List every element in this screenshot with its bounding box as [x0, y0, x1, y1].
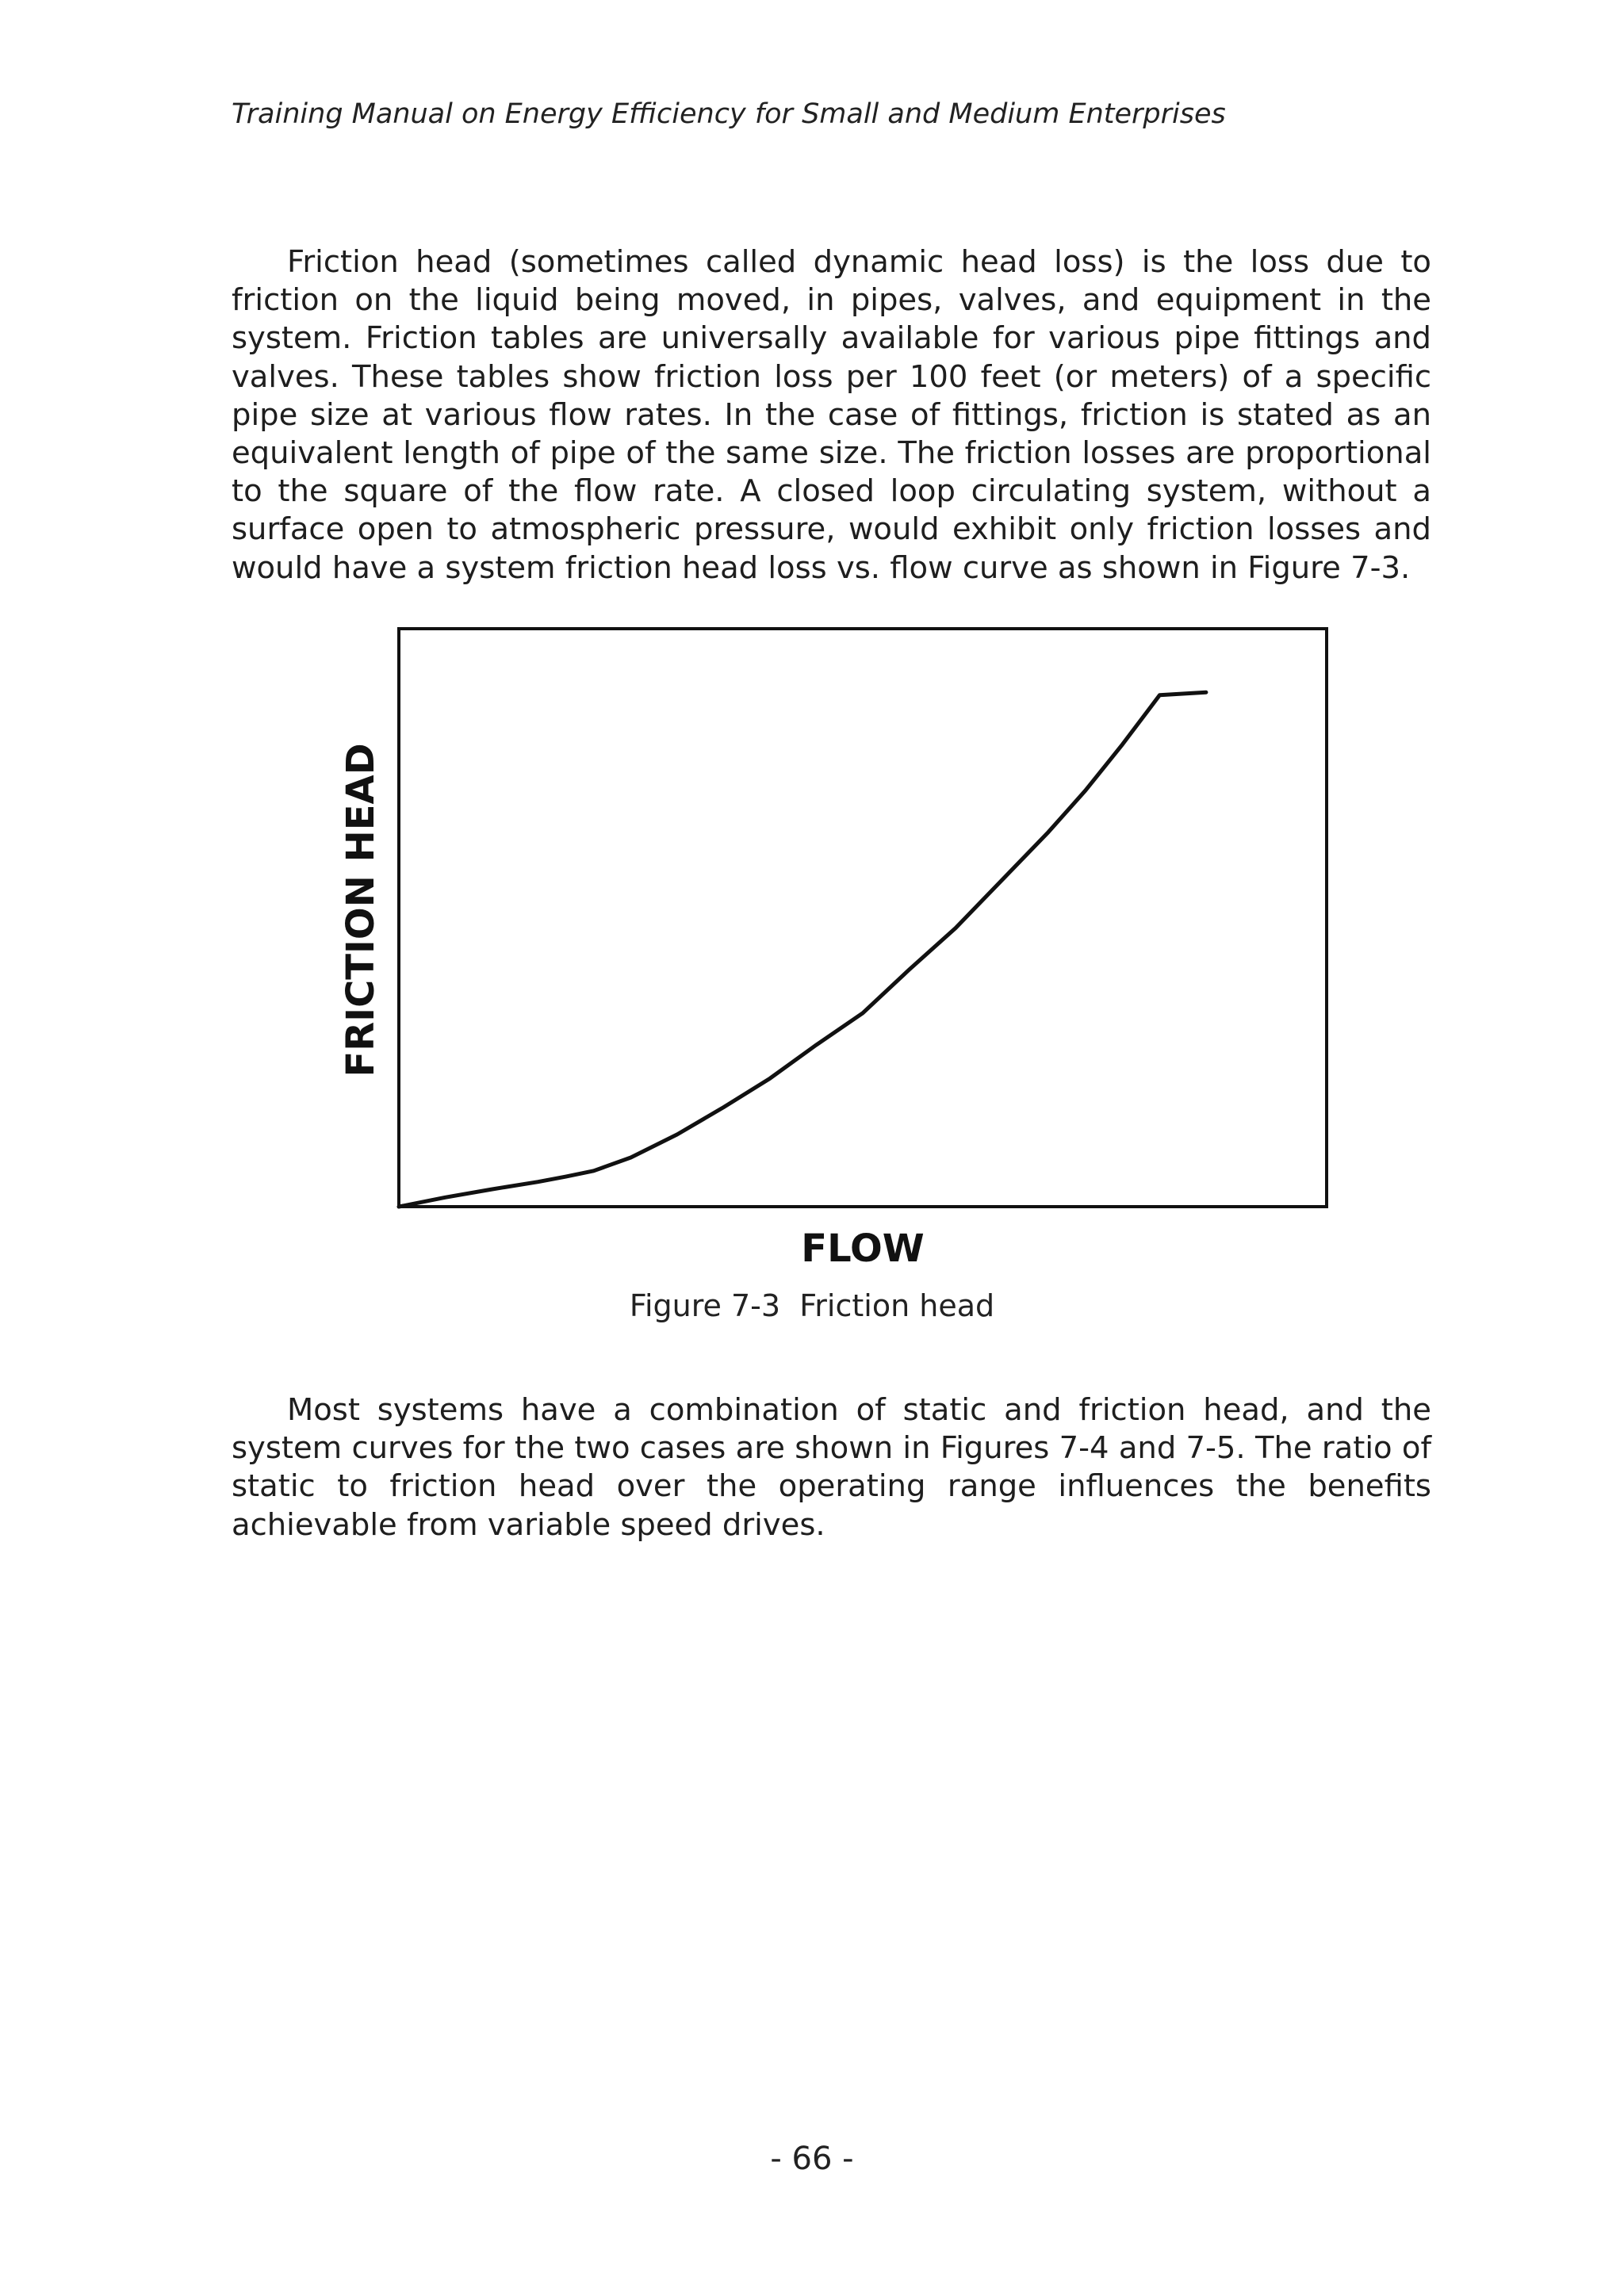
y-axis-label: FRICTION HEAD — [339, 743, 383, 1077]
page-number: - 66 - — [770, 2141, 854, 2177]
friction-head-curve — [399, 692, 1206, 1207]
x-axis-label: FLOW — [801, 1226, 925, 1271]
body-paragraph: Most systems have a combination of static and friction head, and the system curves for the two cases are shown in Figures 7-4 and 7-5. The ratio of static to friction head over the operating range influences the benefits achievable from variable speed drives. — [232, 1392, 1431, 1543]
running-header: Training Manual on Energy Efficiency for Small and Medium Enterprises — [232, 98, 1226, 130]
body-paragraph: Friction head (sometimes called dynamic head loss) is the loss due to friction on the liquid being moved, in pipes, valves, and equipment in the system. Friction tables are universally available for various pipe fittings and valves. These tables show friction loss per 100 feet (or meters) of a specific pipe size at various flow rates. In the case of fittings, friction is stated as an equivalent length of pipe of the same size. The friction losses are proportional to the square of the flow rate. A closed loop circulating system, without a surface open to atmospheric pressure, would exhibit only friction losses and would have a system friction head loss vs. flow curve as shown in Figure 7-3. — [232, 244, 1431, 586]
figure-caption: Figure 7-3 Friction head — [629, 1288, 995, 1323]
plot-frame — [399, 629, 1327, 1207]
